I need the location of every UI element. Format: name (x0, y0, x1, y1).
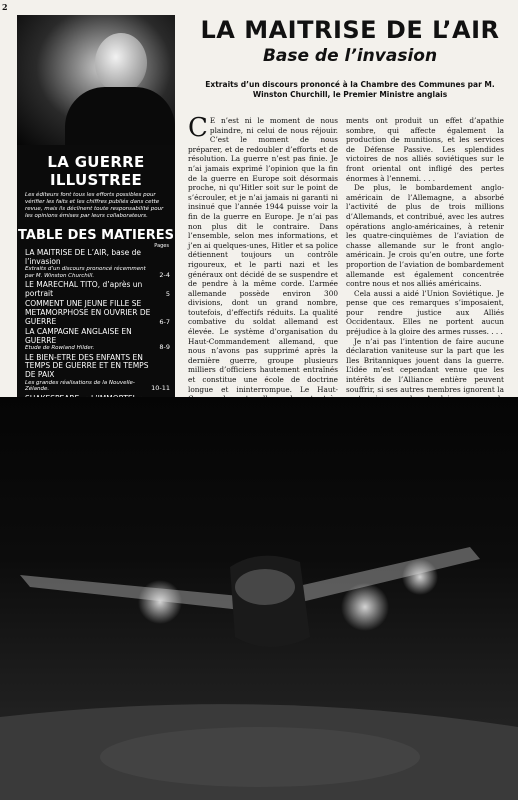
table-of-contents-box (17, 145, 175, 438)
portrait-head (95, 33, 147, 93)
toc-item-label: LA MAITRISE DE L’AIR, base de l’invasion (25, 248, 141, 266)
toc-item-label: LA CAMPAGNE ANGLAISE EN GUERRE (25, 327, 132, 345)
editors-note: Les éditeurs font tous les efforts possibles pour vérifier les faits et les chiffres publiés dans cette revue, mais ils déclinent toute responsabilité pour les opinions émises par leurs collaborateurs. (25, 192, 164, 219)
bomber-aircraft-photo (0, 397, 518, 800)
toc-item[interactable] (25, 281, 170, 298)
aircraft-nose (235, 569, 295, 605)
engine-glow (402, 559, 438, 595)
article-intro: Extraits d’un discours prononcé à la Chambre des Communes par M. Winston Churchill, le Premier Ministre anglais (205, 80, 495, 99)
bomber-illustration (0, 397, 518, 800)
drop-cap: C (188, 113, 208, 143)
toc-item-desc: Extraits d’un discours prononcé récemment par M. Winston Churchill. (25, 266, 146, 279)
toc-item[interactable] (25, 249, 170, 279)
toc-item-desc: Etude de Rowland Hilder. (25, 345, 95, 352)
toc-item[interactable] (25, 328, 170, 352)
toc-item-pages: 5 (165, 289, 170, 298)
paragraph: ments ont produit un effet d’apathie sombre, qui affecte également la production de munitions, et les services de Défense Passive. Les splendides victoires de nos alliés soviétiques sur le front oriental ont infligé des pertes énormes à l’ennemi. . . . (346, 116, 504, 183)
paragraph: Cela aussi a aidé l’Union Soviétique. Je pense que ces remarques s’imposaient, pour rendre justice aux Alliés Occidentaux. Elles ne portent aucun préjudice à la gloire des armes russes. . . . (346, 288, 504, 337)
pages-label: Pages (154, 243, 169, 249)
toc-item-pages: 8-9 (159, 343, 170, 352)
toc-item-pages: 10-11 (151, 384, 170, 393)
runway-light (100, 727, 420, 787)
page-number: 2 (2, 2, 8, 12)
toc-item-desc: Les grandes réalisations de la Nouvelle-Zélande. (25, 379, 135, 393)
article-title: LA MAITRISE DE L’AIR (200, 16, 500, 44)
churchill-portrait-photo (17, 15, 175, 145)
toc-heading: TABLE DES MATIERES (18, 228, 174, 243)
paragraph: Je n’ai pas l’intention de faire aucune déclaration vaniteuse sur la part que les Iles Britanniques jouent dans la guerre. L’idée m’est cependant venue que les intérêts de l’Alliance entière peuvent souffrir, si ses autres membres ignorent la (346, 336, 504, 394)
toc-item-label: COMMENT UNE JEUNE FILLE SE METAMORPHOSE EN OUVRIER DE GUERRE (25, 299, 151, 326)
toc-item-pages: 2-4 (159, 270, 170, 279)
engine-glow (341, 583, 389, 631)
paragraph: De plus, le bombardement anglo-américain de l’Allemagne, a absorbé l’activité de plus de trois millions d’Allemands, et contribué, avec les autres opérations anglo-américaines, à retenir les quatre-cinquièmes de l’aviation de chasse allemande sur le front anglo-américain. Je crois qu’en outre, une forte proportion de l’aviation de bombardement allemande est également concentrée contre nous et nos alliés américains. (346, 183, 504, 289)
toc-item-label: LE MARECHAL TITO, d’après un portrait (25, 280, 143, 298)
toc-item-label: LE BIEN-ETRE DES ENFANTS EN TEMPS DE GUERRE ET EN TEMPS DE PAIX (25, 352, 149, 380)
toc-item[interactable] (25, 354, 170, 393)
magazine-title: LA GUERRE ILLUSTREE (47, 153, 145, 189)
engine-glow (138, 580, 182, 624)
toc-item-pages: 6-7 (159, 317, 170, 326)
portrait-body (65, 87, 175, 145)
toc-item[interactable] (25, 300, 170, 326)
article-subtitle: Base de l’invasion (262, 46, 438, 66)
paragraph: E n’est ni le moment de nous plaindre, ni celui de nous réjouir. C’est le moment de nous préparer, et de redoubler d’efforts et de résolution. La guerre n’est pas finie. Je n’ai jamais exprimé l’opinion que la fin de la guerre en Europe soit désormais proche, ni qu’Hitler soit sur le point de s’écrouler, et je n’ai jamais ni garanti ni insinué que l’année 1944 puisse voir la fin de la guerre en Europe. Je n’ai pas non plus dit le contraire. Dans l’ensemble, selon mes informations, et j’en ai quelques-unes, Hitler et sa police détiennent toujours un contrôle rigoureux, et le parti nazi et les généraux ont décidé de se suspendre et de pendre à la même corde. L’armée allemande possède environ 300 divisions, dont un grand nombre, toutefois, d’effectifs réduits. La qualité combative du soldat allemand est élevée. Le système d’organisation du Haut-Commandement allemand, que nous n’avons pas supprimé après la dernière guerre, groupe plusieurs milliers d’officiers hautement entraînés et constitue une école de doctrine longue et ininterrompue. Le Haut- (188, 116, 338, 394)
